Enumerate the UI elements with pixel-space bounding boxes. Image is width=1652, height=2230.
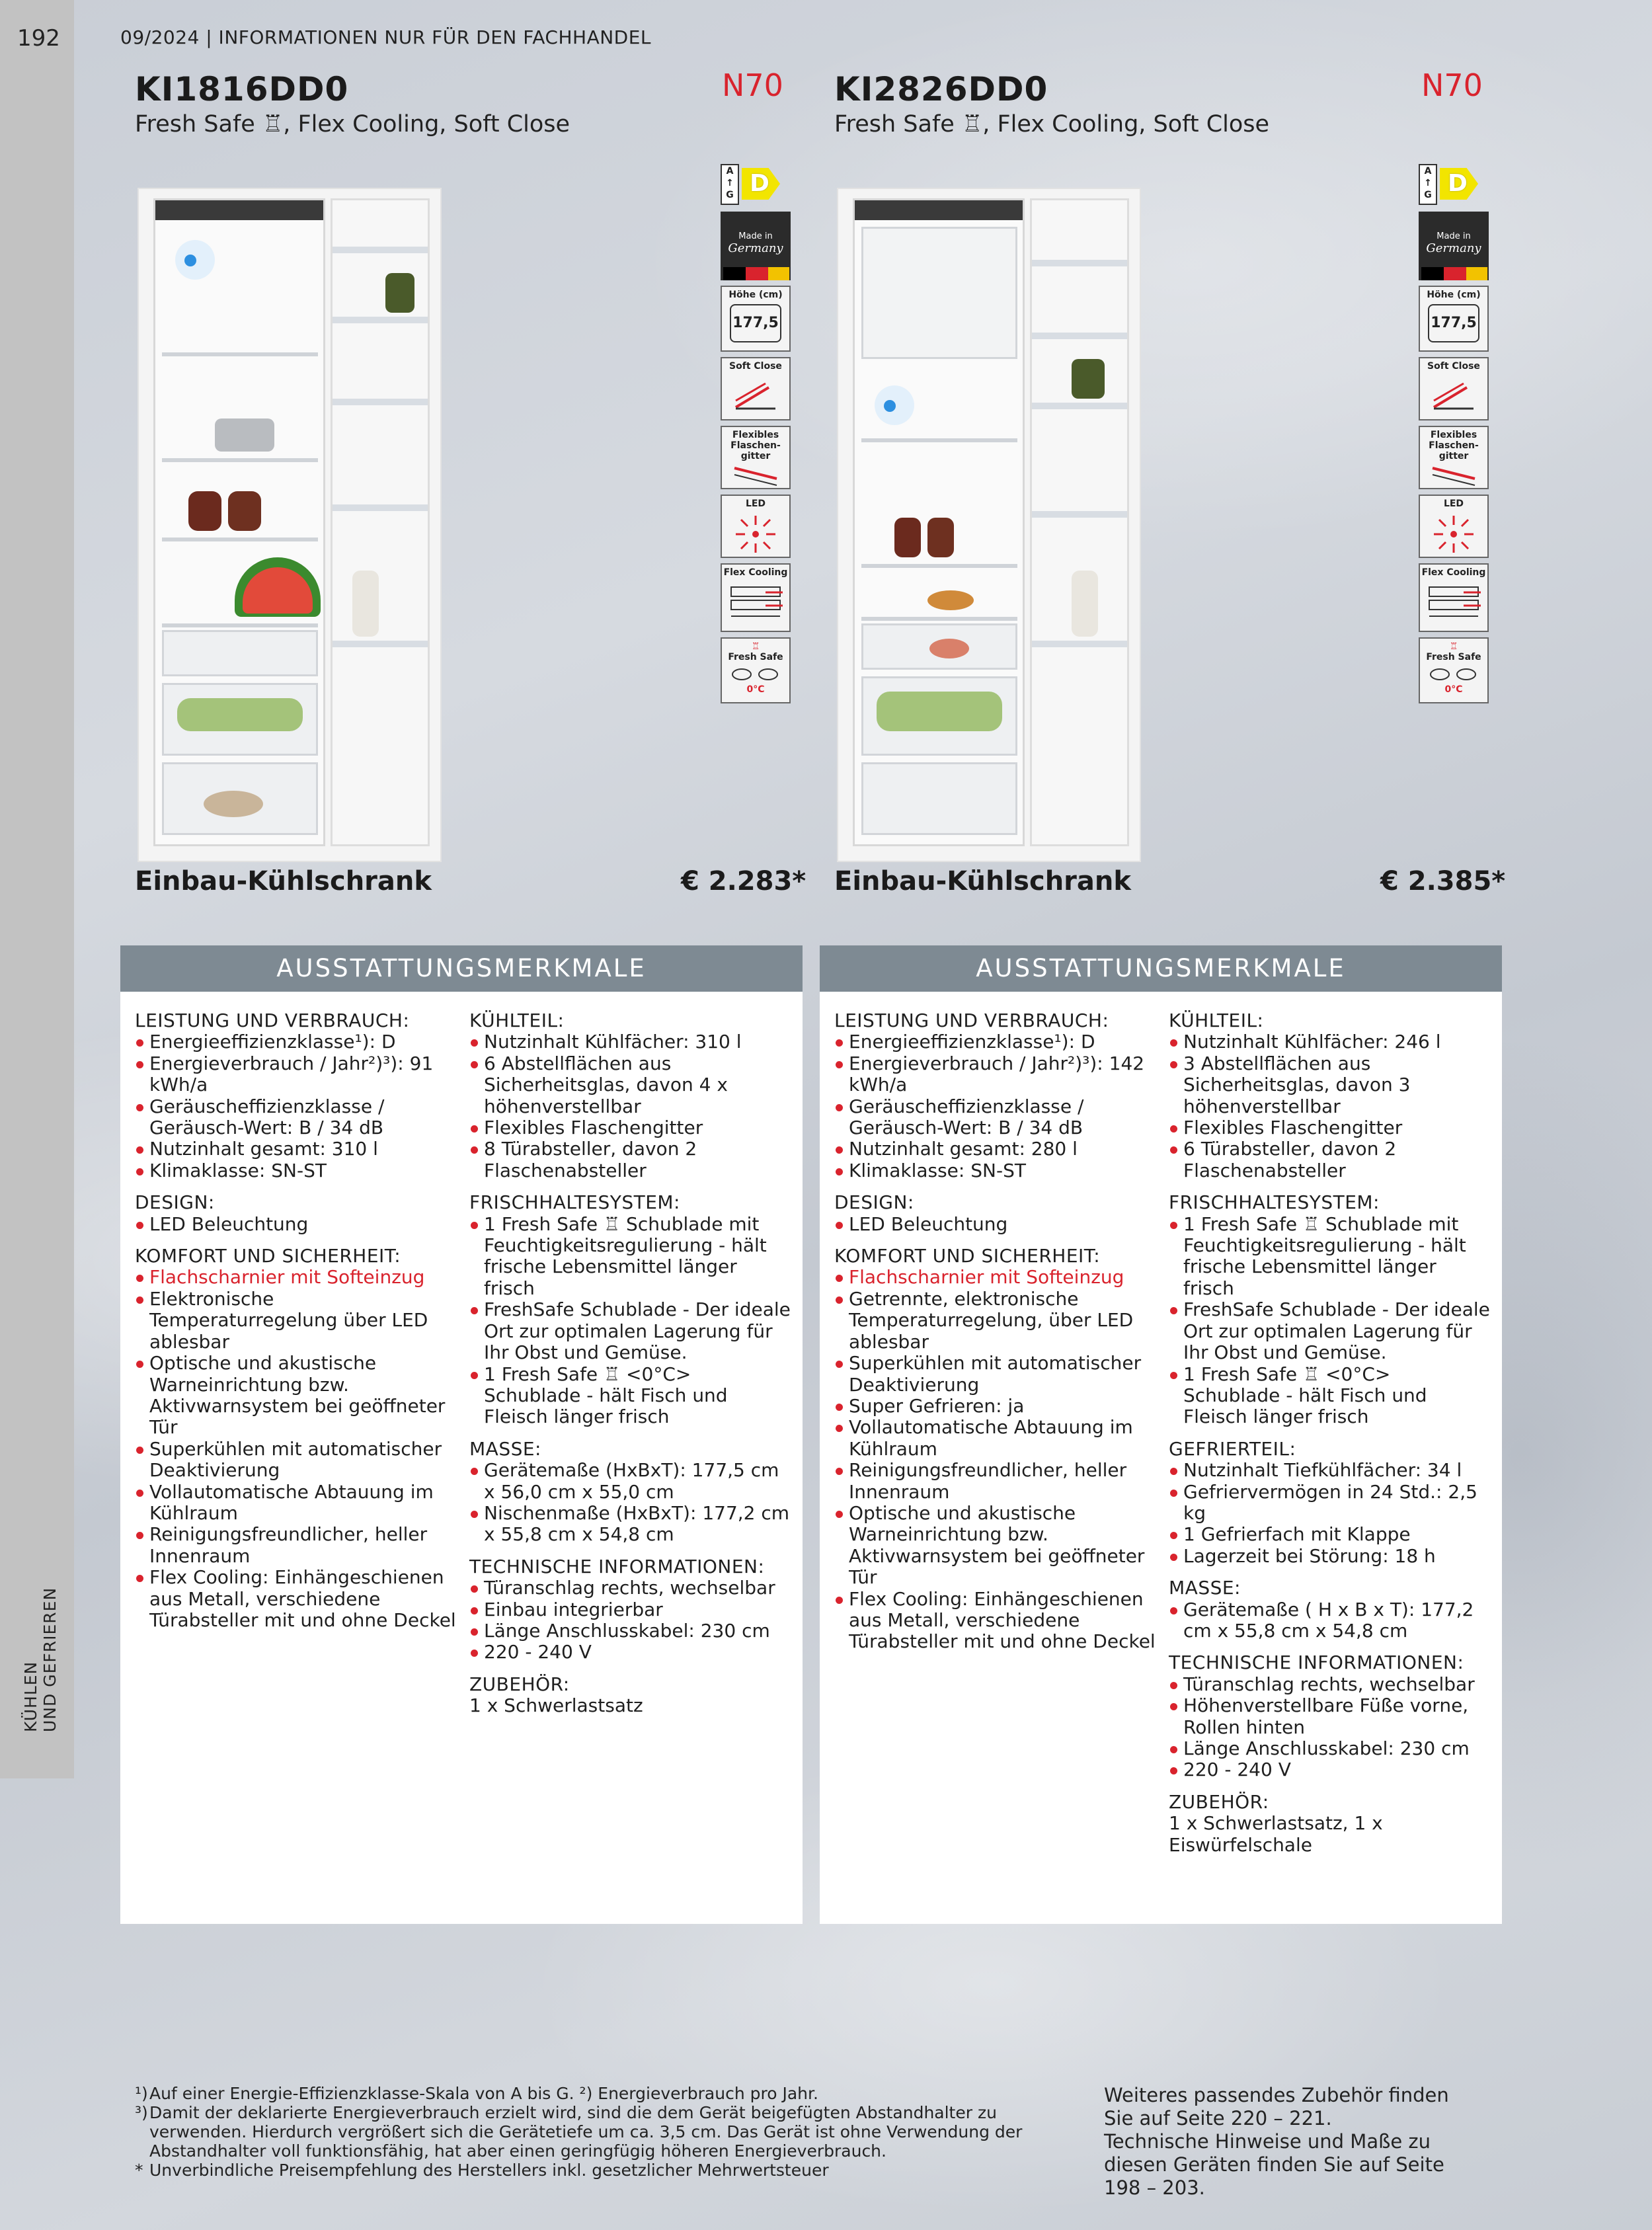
product-1-type: Einbau-Kühlschrank [135, 866, 432, 896]
product-1-feature-icons [721, 164, 791, 706]
product-1-price: € 2.283* [681, 866, 806, 896]
product-2-range: N70 [1421, 67, 1483, 103]
fresh-safe-drawer-top [162, 630, 318, 676]
fresh-safe-icon: ♖ Fresh Safe 0°C [1419, 637, 1489, 703]
product-1-range: N70 [722, 67, 783, 103]
fridge-interior [853, 198, 1025, 846]
product-2-subtitle: Fresh Safe ♖, Flex Cooling, Soft Close [834, 111, 1270, 138]
feature-header: AUSSTATTUNGSMERKMALE [120, 945, 803, 992]
energy-label-icon: A ↑ G D [721, 164, 791, 217]
product-1-subtitle: Fresh Safe ♖, Flex Cooling, Soft Close [135, 111, 570, 138]
fresh-safe-icon: ♖ Fresh Safe 0°C [721, 637, 791, 703]
product-2-features-right: KÜHLTEIL: Nutzinhalt Kühlfächer: 246 l 3 Abstellflächen aus Sicherheitsglas, davon 3 höhenverstellbar Flexibles Flaschengitter 6 Türabsteller, davon 2 Flaschenabsteller FRISCHHALTESYSTEM: 1 Fresh Safe ♖ Schublade mit Feuchtigkeitsregulierung - hält frische Lebensmittel länger frisch FreshSafe Schublade - Der ideale Ort zur optimalen Lagerung für Ihr Obst und Gemüse. 1 Fresh Safe ♖ <0°C> Schublade - hält Fisch und Fleisch länger frisch GEFRIERTEIL: Nutzinhalt Tiefkühlfächer: 34 l Gefriervermögen in 24 Std.: 2,5 kg 1 Gefrierfach mit Klappe Lagerzeit bei Störung: 18 h MASSE: Gerätemaße ( H x B x T): 177,2 cm x 55,8 cm x 54,8 cm TECHNISCHE INFORMATIONEN: Türanschlag rechts, wechselbar Höhenverstellbare Füße vorne, Rollen hinten Länge Anschlusskabel: 230 cm 220 - 240 V ZUBEHÖR: 1 x Schwerlastsatz, 1 x Eiswürfelschale [1169, 1010, 1493, 1856]
flex-cooling-icon: Flex Cooling [1419, 563, 1489, 632]
product-2-feature-box [820, 945, 1502, 1924]
accessory-reference: Weiteres passendes Zubehör finden Sie auf Seite 220 – 221. [1104, 2084, 1449, 2130]
product-2-price: € 2.385* [1380, 866, 1506, 896]
led-icon: LED [721, 495, 791, 558]
footnote-price: * Unverbindliche Preisempfehlung des Herstellers inkl. gesetzlicher Mehrwertsteuer [135, 2161, 829, 2180]
height-icon: Höhe (cm) 177,5 [721, 286, 791, 352]
soft-close-icon: Soft Close [721, 357, 791, 420]
product-2-features-left: LEISTUNG UND VERBRAUCH: Energieeffizienzklasse¹): D Energieverbrauch / Jahr²)³): 142 kWh/a Geräuscheffizienzklasse / Geräusch-Wert: B / 34 dB Nutzinhalt gesamt: 280 l Klimaklasse: SN-ST DESIGN: LED Beleuchtung KOMFORT UND SICHERHEIT: Flachscharnier mit Softeinzug Getrennte, elektronische Temperaturregelung, über LED ablesbar Superkühlen mit automatischer Deaktivierung Super Gefrieren: ja Vollautomatische Abtauung im Kühlraum Reinigungsfreundlicher, heller Innenraum Optische und akustische Warneinrichtung bzw. Aktivwarnsystem bei geöffneter Tür Flex Cooling: Einhängeschienen aus Metall, verschiedene Türabsteller mit und ohne Deckel [834, 1010, 1158, 1653]
energy-label-icon: A ↑ G D [1419, 164, 1489, 217]
made-in-germany-icon: Made in Germany [721, 212, 791, 280]
fridge-interior [153, 198, 325, 846]
side-label-line1: KÜHLEN [21, 1661, 40, 1732]
vegetable-drawer [162, 683, 318, 756]
page-number: 192 [17, 25, 60, 52]
freezer-compartment [861, 227, 1017, 359]
bottle-rack-icon: Flexibles Flaschen- gitter [1419, 426, 1489, 489]
vegetable-drawer [861, 676, 1017, 756]
flex-cooling-icon: Flex Cooling [721, 563, 791, 632]
product-1-model: KI1816DD0 [135, 70, 349, 108]
led-icon: LED [1419, 495, 1489, 558]
side-section-label [21, 1514, 59, 1732]
product-2-model: KI2826DD0 [834, 70, 1048, 108]
fresh-safe-drawer-bottom [162, 762, 318, 835]
side-strip [0, 0, 74, 1778]
bottle-rack-icon: Flexibles Flaschen- gitter [721, 426, 791, 489]
feature-header: AUSSTATTUNGSMERKMALE [820, 945, 1502, 992]
footnote-1: ¹) Auf einer Energie-Effizienzklasse-Skala von A bis G. ²) Energieverbrauch pro Jahr. [135, 2084, 818, 2103]
made-in-germany-icon: Made in Germany [1419, 212, 1489, 280]
side-label-line2: UND GEFRIEREN [40, 1587, 59, 1732]
fridge-door [331, 198, 430, 846]
product-1-features-left: LEISTUNG UND VERBRAUCH: Energieeffizienzklasse¹): D Energieverbrauch / Jahr²)³): 91 kWh/a Geräuscheffizienzklasse / Geräusch-Wert: B / 34 dB Nutzinhalt gesamt: 310 l Klimaklasse: SN-ST DESIGN: LED Beleuchtung KOMFORT UND SICHERHEIT: Flachscharnier mit Softeinzug Elektronische Temperaturregelung über LED ablesbar Optische und akustische Warneinrichtung bzw. Aktivwarnsystem bei geöffneter Tür Superkühlen mit automatischer Deaktivierung Vollautomatische Abtauung im Kühlraum Reinigungsfreundlicher, heller Innenraum Flex Cooling: Einhängeschienen aus Metall, verschiedene Türabsteller mit und ohne Deckel [135, 1010, 459, 1631]
page-header: 09/2024 | INFORMATIONEN NUR FÜR DEN FACHHANDEL [120, 26, 652, 48]
fresh-safe-drawer-bottom [861, 762, 1017, 835]
product-1-features-right: KÜHLTEIL: Nutzinhalt Kühlfächer: 310 l 6 Abstellflächen aus Sicherheitsglas, davon 4 x höhenverstellbar Flexibles Flaschengitter 8 Türabsteller, davon 2 Flaschenabsteller FRISCHHALTESYSTEM: 1 Fresh Safe ♖ Schublade mit Feuchtigkeitsregulierung - hält frische Lebensmittel länger frisch FreshSafe Schublade - Der ideale Ort zur optimalen Lagerung für Ihr Obst und Gemüse. 1 Fresh Safe ♖ <0°C> Schublade - hält Fisch und Fleisch länger frisch MASSE: Gerätemaße (HxBxT): 177,5 cm x 56,0 cm x 55,0 cm Nischenmaße (HxBxT): 177,2 cm x 55,8 cm x 54,8 cm TECHNISCHE INFORMATIONEN: Türanschlag rechts, wechselbar Einbau integrierbar Länge Anschlusskabel: 230 cm 220 - 240 V ZUBEHÖR: 1 x Schwerlastsatz [469, 1010, 793, 1717]
footnote-3: ³) Damit der deklarierte Energieverbrauch erzielt wird, sind die dem Gerät beigefügten Abstandhalter zu verwenden. Hierdurch vergrößert sich die Gerätetiefe um ca. 3,5 cm. Das Gerät ist ohne Verwendung der Abstandhalter voll funktionsfähig, hat aber einen geringfügig höheren Energieverbrauch. [135, 2103, 1023, 2161]
product-2-image [837, 188, 1141, 862]
fresh-safe-drawer-top [861, 623, 1017, 670]
technical-reference: Technische Hinweise und Maße zu diesen Geräten finden Sie auf Seite 198 – 203. [1104, 2130, 1444, 2199]
cross-reference-note [1104, 2084, 1474, 2200]
product-2-type: Einbau-Kühlschrank [834, 866, 1131, 896]
footnotes [135, 2084, 1080, 2180]
height-icon: Höhe (cm) 177,5 [1419, 286, 1489, 352]
fridge-door [1030, 198, 1129, 846]
product-2-feature-icons [1419, 164, 1489, 706]
product-1-image [138, 188, 442, 862]
product-1-feature-box [120, 945, 803, 1924]
soft-close-icon: Soft Close [1419, 357, 1489, 420]
